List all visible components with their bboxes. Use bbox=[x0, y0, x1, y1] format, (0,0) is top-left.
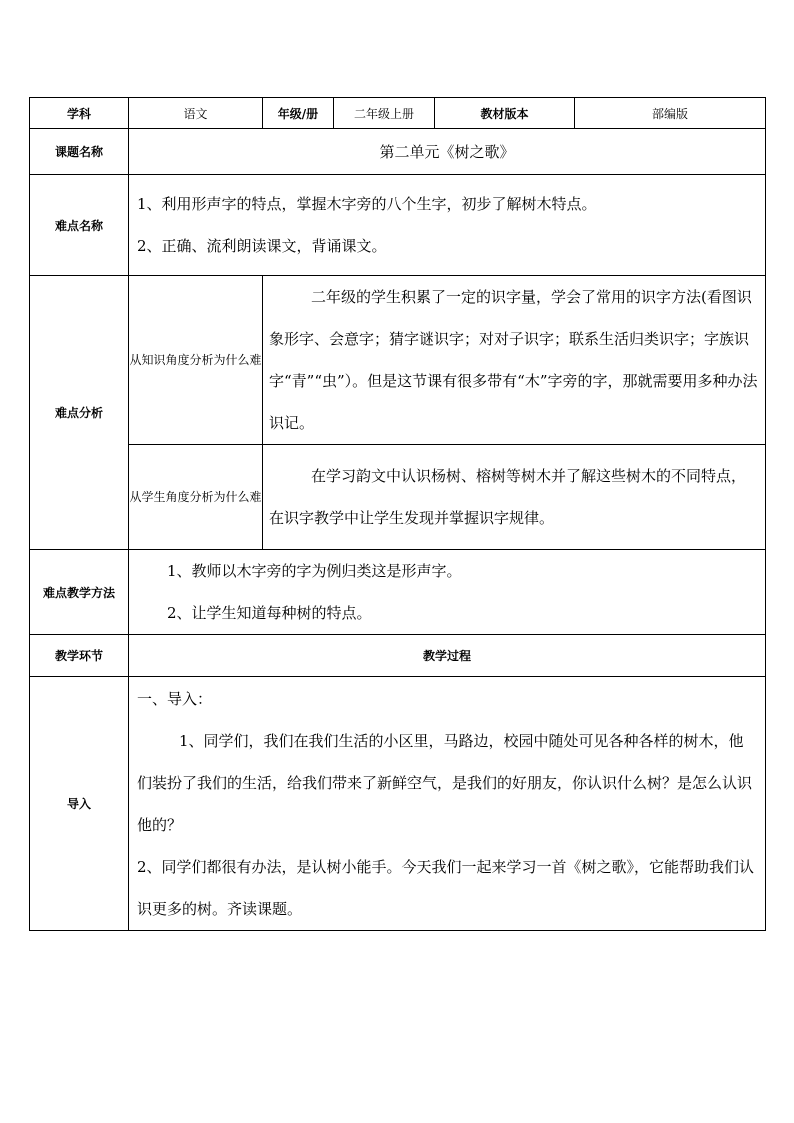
intro-row bbox=[30, 677, 766, 931]
intro-paragraph-1: 1、同学们，我们在我们生活的小区里，马路边，校园中随处可见各种各样的树木，他们装扮了我们的生活，给我们带来了新鲜空气，是我们的好朋友，你认识什么树？是怎么认识他的？ bbox=[137, 732, 753, 834]
knowledge-angle-content bbox=[263, 276, 766, 445]
difficulty-item: 1、利用形声字的特点，掌握木字旁的八个生字，初步了解树木特点。 bbox=[137, 195, 597, 213]
analysis-knowledge-row bbox=[30, 276, 766, 445]
knowledge-angle-text: 二年级的学生积累了一定的识字量，学会了常用的识字方法(看图识象形字、会意字；猜字谜识字；对对子识字；联系生活归类识字；字族识字“青”“虫”）。但是这节课有很多带有“木”字旁的字，那就需要用多种办法识记。 bbox=[269, 288, 758, 432]
lesson-title: 第二单元《树之歌》 bbox=[129, 129, 766, 175]
subject-value: 语文 bbox=[129, 98, 263, 129]
intro-content bbox=[129, 677, 766, 931]
knowledge-angle-label: 从知识角度分析为什么难 bbox=[129, 276, 263, 445]
lesson-plan-table bbox=[29, 97, 766, 931]
edition-label: 教材版本 bbox=[435, 98, 575, 129]
intro-paragraph-2: 2、同学们都很有办法，是认树小能手。今天我们一起来学习一首《树之歌》，它能帮助我们认识更多的树。齐读课题。 bbox=[137, 858, 755, 918]
method-item: 1、教师以木字旁的字为例归类这是形声字。 bbox=[167, 562, 462, 580]
intro-heading: 一、导入： bbox=[137, 690, 213, 708]
analysis-label: 难点分析 bbox=[30, 276, 129, 550]
process-header-row bbox=[30, 635, 766, 677]
subject-label: 学科 bbox=[30, 98, 129, 129]
method-item: 2、让学生知道每种树的特点。 bbox=[167, 604, 372, 622]
intro-label: 导入 bbox=[30, 677, 129, 931]
difficulty-row bbox=[30, 175, 766, 276]
method-row bbox=[30, 550, 766, 635]
method-label: 难点教学方法 bbox=[30, 550, 129, 635]
grade-value: 二年级上册 bbox=[334, 98, 435, 129]
edition-value: 部编版 bbox=[575, 98, 766, 129]
student-angle-label: 从学生角度分析为什么难 bbox=[129, 445, 263, 550]
header-row bbox=[30, 98, 766, 129]
difficulty-item: 2、正确、流利朗读课文，背诵课文。 bbox=[137, 237, 387, 255]
student-angle-text: 在学习韵文中认识杨树、榕树等树木并了解这些树木的不同特点，在识字教学中让学生发现并掌握识字规律。 bbox=[269, 467, 747, 527]
method-content bbox=[129, 550, 766, 635]
grade-label: 年级/册 bbox=[263, 98, 334, 129]
lesson-row bbox=[30, 129, 766, 175]
difficulty-label: 难点名称 bbox=[30, 175, 129, 276]
stage-label: 教学环节 bbox=[30, 635, 129, 677]
process-label: 教学过程 bbox=[129, 635, 766, 677]
analysis-student-row bbox=[30, 445, 766, 550]
student-angle-content bbox=[263, 445, 766, 550]
difficulty-content bbox=[129, 175, 766, 276]
lesson-label: 课题名称 bbox=[30, 129, 129, 175]
